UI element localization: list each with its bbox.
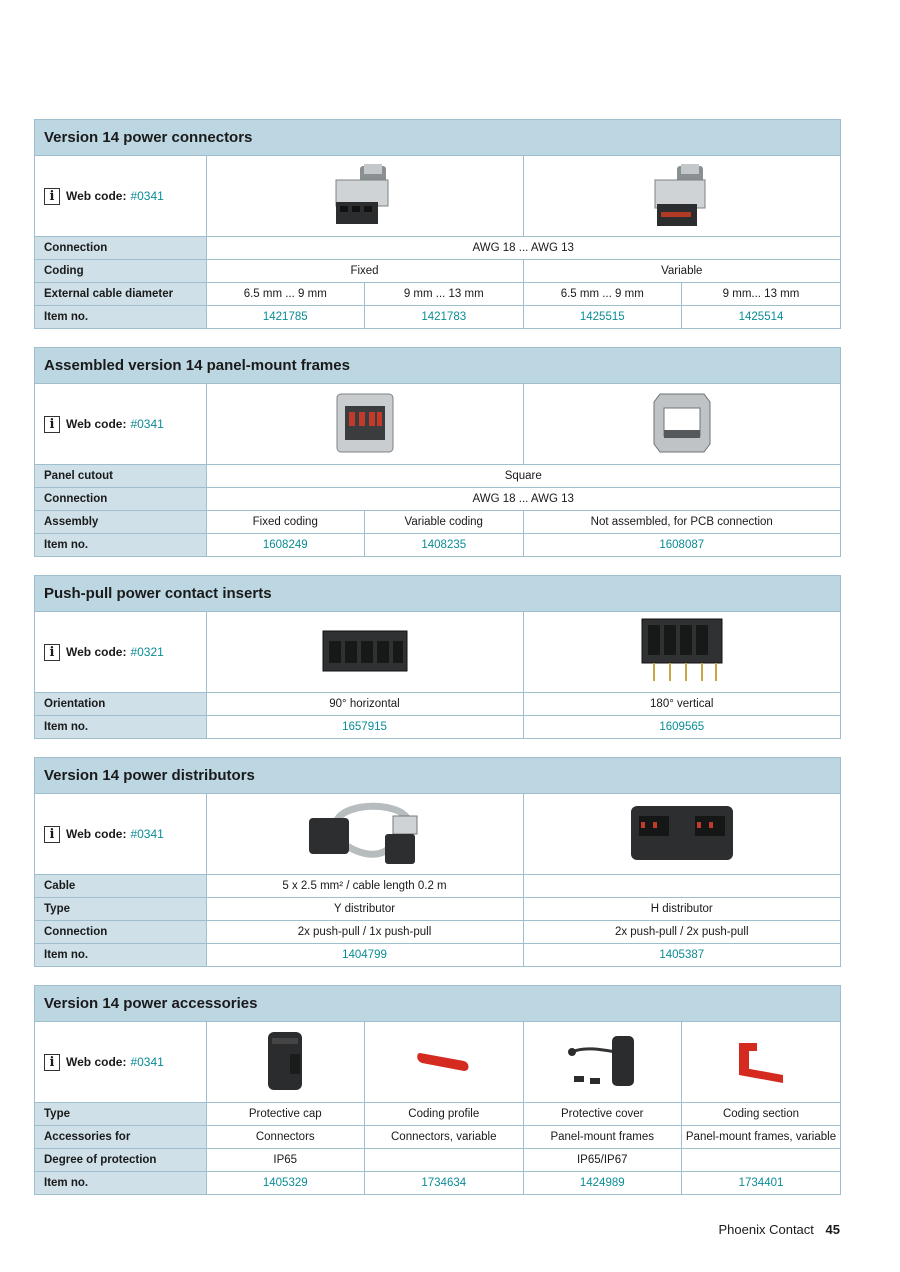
table-row: Coding Fixed Variable bbox=[35, 260, 840, 283]
page-footer bbox=[719, 1222, 841, 1237]
web-code: i Web code: #0341 bbox=[44, 188, 204, 205]
item-number[interactable]: 1734634 bbox=[365, 1172, 524, 1195]
coding-section-image bbox=[731, 1037, 791, 1085]
product-image-cell bbox=[206, 1022, 365, 1103]
web-code-link[interactable]: #0321 bbox=[130, 645, 164, 659]
section-title: Version 14 power accessories bbox=[35, 986, 840, 1022]
protective-cover-image bbox=[564, 1028, 640, 1094]
product-image-cell bbox=[523, 612, 840, 693]
product-image-cell bbox=[365, 1022, 524, 1103]
table-row: Item no. 1657915 1609565 bbox=[35, 716, 840, 739]
section-power-accessories bbox=[34, 985, 841, 1195]
web-code-link[interactable]: #0341 bbox=[130, 827, 164, 841]
table-row: Degree of protection IP65 IP65/IP67 bbox=[35, 1149, 840, 1172]
item-number[interactable]: 1609565 bbox=[523, 716, 840, 739]
product-image-cell bbox=[523, 156, 840, 237]
insert-vertical-image bbox=[636, 615, 728, 687]
web-code-link[interactable]: #0341 bbox=[130, 189, 164, 203]
item-number[interactable]: 1405387 bbox=[523, 944, 840, 967]
table-row: Accessories for Connectors Connectors, variable Panel-mount frames Panel-mount frames, variable bbox=[35, 1126, 840, 1149]
web-code-link[interactable]: #0341 bbox=[130, 417, 164, 431]
table-row: Item no. 1608249 1408235 1608087 bbox=[35, 534, 840, 557]
item-number[interactable]: 1734401 bbox=[682, 1172, 841, 1195]
item-number[interactable]: 1424989 bbox=[523, 1172, 682, 1195]
item-number[interactable]: 1608249 bbox=[206, 534, 365, 557]
protective-cap-image bbox=[262, 1028, 308, 1094]
section-title: Assembled version 14 panel-mount frames bbox=[35, 348, 840, 384]
table-row: Panel cutout Square bbox=[35, 465, 840, 488]
info-icon: i bbox=[44, 644, 60, 661]
section-power-distributors bbox=[34, 757, 841, 967]
spec-table bbox=[35, 794, 840, 966]
item-number[interactable]: 1425514 bbox=[682, 306, 841, 329]
web-code: i Web code: #0321 bbox=[44, 644, 204, 661]
product-image-cell bbox=[206, 156, 523, 237]
table-row: Connection AWG 18 ... AWG 13 bbox=[35, 488, 840, 511]
table-row: Cable 5 x 2.5 mm² / cable length 0.2 m bbox=[35, 875, 840, 898]
item-number[interactable]: 1608087 bbox=[523, 534, 840, 557]
table-row: Item no. 1404799 1405387 bbox=[35, 944, 840, 967]
section-title: Version 14 power connectors bbox=[35, 120, 840, 156]
product-image-cell bbox=[523, 794, 840, 875]
y-distributor-image bbox=[307, 798, 423, 868]
table-row: Type Y distributor H distributor bbox=[35, 898, 840, 921]
web-code-link[interactable]: #0341 bbox=[130, 1055, 164, 1069]
spec-table bbox=[35, 156, 840, 328]
info-icon: i bbox=[44, 826, 60, 843]
page-number: 45 bbox=[825, 1222, 840, 1237]
table-row: Item no. 1421785 1421783 1425515 1425514 bbox=[35, 306, 840, 329]
section-power-connectors bbox=[34, 119, 841, 329]
item-number[interactable]: 1421783 bbox=[365, 306, 524, 329]
section-panel-mount-frames bbox=[34, 347, 841, 557]
coding-profile-image bbox=[414, 1041, 474, 1081]
info-icon: i bbox=[44, 188, 60, 205]
product-image-cell bbox=[682, 1022, 841, 1103]
table-row: Orientation 90° horizontal 180° vertical bbox=[35, 693, 840, 716]
table-row: Item no. 1405329 1734634 1424989 1734401 bbox=[35, 1172, 840, 1195]
item-number[interactable]: 1405329 bbox=[206, 1172, 365, 1195]
item-number[interactable]: 1421785 bbox=[206, 306, 365, 329]
item-number[interactable]: 1404799 bbox=[206, 944, 523, 967]
table-row: External cable diameter 6.5 mm ... 9 mm 9 mm ... 13 mm 6.5 mm ... 9 mm 9 mm... 13 mm bbox=[35, 283, 840, 306]
product-image-cell bbox=[206, 384, 523, 465]
connector-fixed-image bbox=[330, 162, 400, 228]
info-icon: i bbox=[44, 1054, 60, 1071]
spec-table bbox=[35, 384, 840, 556]
connector-variable-image bbox=[647, 162, 717, 228]
table-row: Connection 2x push-pull / 1x push-pull 2x push-pull / 2x push-pull bbox=[35, 921, 840, 944]
table-row: Connection AWG 18 ... AWG 13 bbox=[35, 237, 840, 260]
web-code: i Web code: #0341 bbox=[44, 826, 204, 843]
table-row: Assembly Fixed coding Variable coding Not assembled, for PCB connection bbox=[35, 511, 840, 534]
product-image-cell bbox=[523, 384, 840, 465]
footer-brand: Phoenix Contact bbox=[718, 1222, 814, 1237]
section-contact-inserts bbox=[34, 575, 841, 739]
section-title: Push-pull power contact inserts bbox=[35, 576, 840, 612]
section-title: Version 14 power distributors bbox=[35, 758, 840, 794]
product-image-cell bbox=[206, 794, 523, 875]
frame-assembled-image bbox=[333, 390, 397, 456]
web-code: i Web code: #0341 bbox=[44, 416, 204, 433]
product-image-cell bbox=[523, 1022, 682, 1103]
item-number[interactable]: 1425515 bbox=[523, 306, 682, 329]
item-number[interactable]: 1408235 bbox=[365, 534, 524, 557]
spec-table bbox=[35, 612, 840, 738]
item-number[interactable]: 1657915 bbox=[206, 716, 523, 739]
web-code: i Web code: #0341 bbox=[44, 1054, 204, 1071]
insert-horizontal-image bbox=[319, 623, 411, 679]
h-distributor-image bbox=[627, 800, 737, 866]
product-image-cell bbox=[206, 612, 523, 693]
frame-pcb-image bbox=[650, 390, 714, 456]
table-row: Type Protective cap Coding profile Protective cover Coding section bbox=[35, 1103, 840, 1126]
spec-table bbox=[35, 1022, 840, 1194]
info-icon: i bbox=[44, 416, 60, 433]
